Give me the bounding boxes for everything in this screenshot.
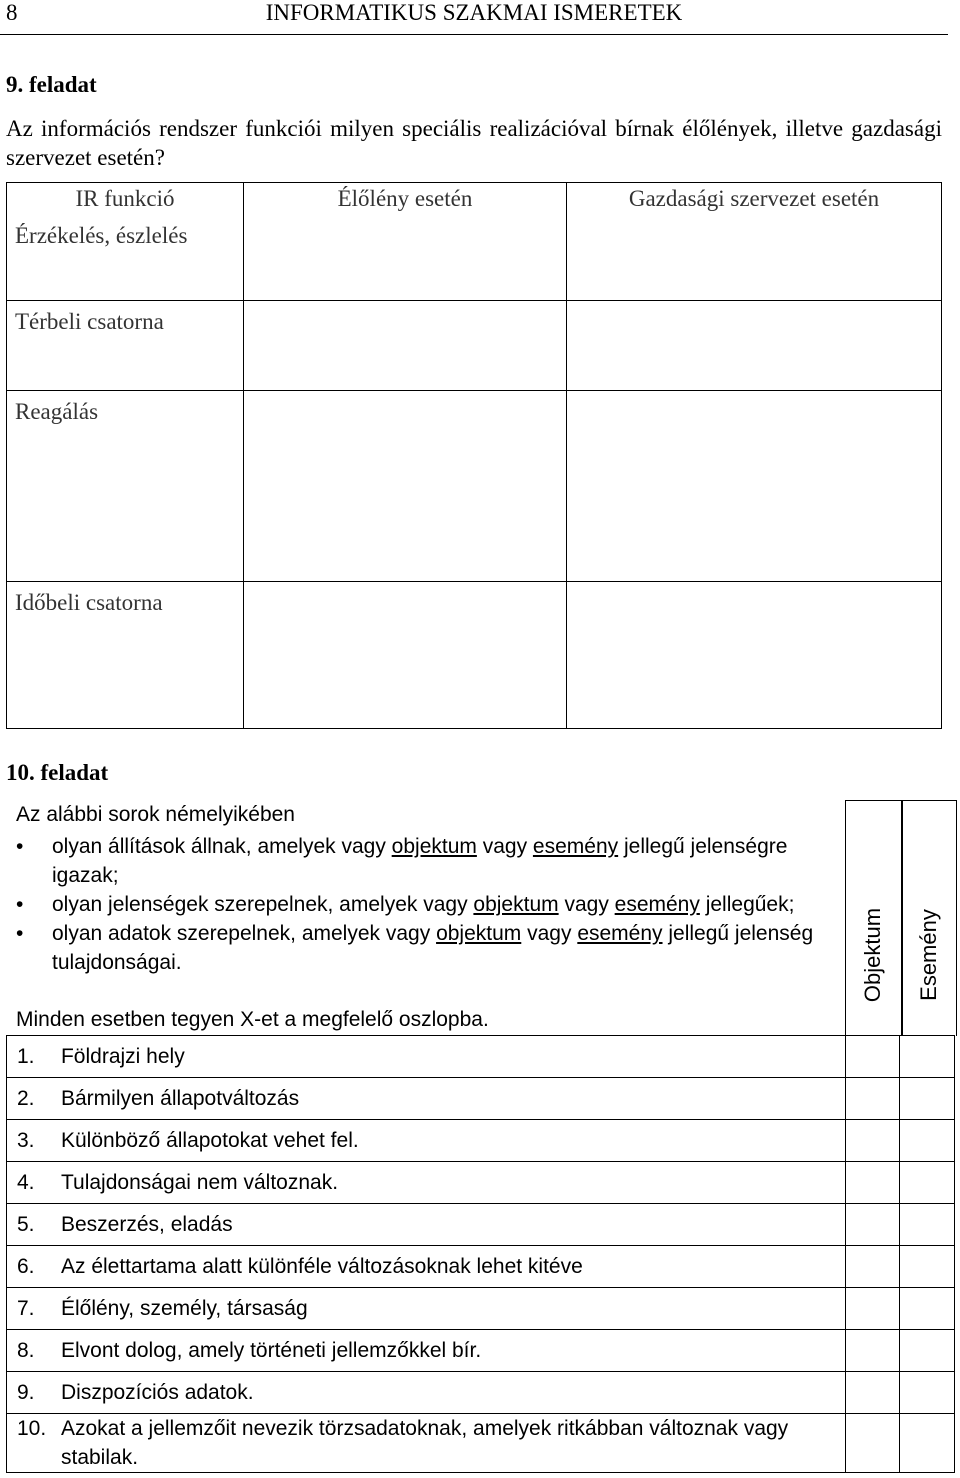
event-checkbox[interactable] [900, 1036, 955, 1078]
event-checkbox[interactable] [900, 1414, 955, 1473]
item-text: Elvont dolog, amely történeti jellemzőkkel bír. [47, 1330, 845, 1372]
object-checkbox[interactable] [845, 1078, 900, 1120]
answer-cell[interactable] [567, 582, 942, 729]
row-label-reaction: Reagálás [15, 399, 99, 424]
list-item: • olyan állítások állnak, amelyek vagy objektum vagy esemény jellegű jelenségre igazak; [16, 832, 816, 890]
list-item: • olyan adatok szerepelnek, amelyek vagy objektum vagy esemény jellegű jelenség tulajdonságai. [16, 919, 816, 977]
answer-cell[interactable] [244, 301, 567, 391]
answer-cell[interactable] [567, 215, 942, 301]
col-header-ir-function: IR funkció [7, 183, 244, 216]
event-checkbox[interactable] [900, 1330, 955, 1372]
item-number: 10. [7, 1414, 47, 1473]
col-header-economic: Gazdasági szervezet esetén [567, 183, 942, 216]
task10-bullets [16, 832, 816, 977]
table-row [7, 1120, 955, 1162]
answer-cell[interactable] [244, 391, 567, 582]
table-row [7, 1078, 955, 1120]
item-text: Tulajdonságai nem változnak. [47, 1162, 845, 1204]
object-checkbox[interactable] [845, 1036, 900, 1078]
event-checkbox[interactable] [900, 1120, 955, 1162]
column-header-box [845, 800, 957, 1036]
item-number: 8. [7, 1330, 47, 1372]
event-checkbox[interactable] [900, 1246, 955, 1288]
row-label-sensing: Érzékelés, észlelés [15, 223, 188, 248]
col-header-object: Objektum [860, 907, 886, 1003]
col-header-living: Élőlény esetén [244, 183, 567, 216]
page-number: 8 [6, 0, 18, 25]
table-row [7, 1246, 955, 1288]
task10-instruction: Minden esetben tegyen X-et a megfelelő oszlopba. [16, 1008, 489, 1031]
item-text: Különböző állapotokat vehet fel. [47, 1120, 845, 1162]
table-row [7, 1372, 955, 1414]
item-number: 1. [7, 1036, 47, 1078]
item-text: Földrajzi hely [47, 1036, 845, 1078]
table-row [7, 1330, 955, 1372]
row-label-spatial-channel: Térbeli csatorna [15, 309, 164, 334]
table-row [7, 1036, 955, 1078]
task10-heading: 10. feladat [6, 760, 109, 785]
task10-intro: Az alábbi sorok némelyikében [16, 803, 295, 826]
page-title: INFORMATIKUS SZAKMAI ISMERETEK [265, 0, 683, 25]
answer-cell[interactable] [244, 582, 567, 729]
table-row [7, 1414, 955, 1473]
item-text: Élőlény, személy, társaság [47, 1288, 845, 1330]
col-header-event: Esemény [915, 909, 941, 1001]
bullet-icon: • [16, 835, 24, 858]
object-checkbox[interactable] [845, 1372, 900, 1414]
item-number: 2. [7, 1078, 47, 1120]
bullet-icon: • [16, 922, 24, 945]
object-checkbox[interactable] [845, 1162, 900, 1204]
item-number: 6. [7, 1246, 47, 1288]
task9-heading: 9. feladat [6, 72, 97, 97]
object-checkbox[interactable] [845, 1414, 900, 1473]
answer-cell[interactable] [567, 301, 942, 391]
table-row [7, 1288, 955, 1330]
table-row [7, 1162, 955, 1204]
task10-table [6, 1035, 955, 1473]
item-text: Diszpozíciós adatok. [47, 1372, 845, 1414]
item-text: Beszerzés, eladás [47, 1204, 845, 1246]
item-text: Bármilyen állapotváltozás [47, 1078, 845, 1120]
item-number: 3. [7, 1120, 47, 1162]
bullet-icon: • [16, 893, 24, 916]
page-header [0, 0, 948, 35]
event-checkbox[interactable] [900, 1078, 955, 1120]
table-row [7, 1204, 955, 1246]
event-checkbox[interactable] [900, 1162, 955, 1204]
item-text: Az élettartama alatt különféle változásoknak lehet kitéve [47, 1246, 845, 1288]
item-number: 5. [7, 1204, 47, 1246]
object-checkbox[interactable] [845, 1120, 900, 1162]
object-checkbox[interactable] [845, 1330, 900, 1372]
item-text: Azokat a jellemzőit nevezik törzsadatoknak, amelyek ritkábban változnak vagy stabilak. [47, 1414, 845, 1473]
object-checkbox[interactable] [845, 1288, 900, 1330]
event-checkbox[interactable] [900, 1288, 955, 1330]
object-checkbox[interactable] [845, 1246, 900, 1288]
task9-question: Az információs rendszer funkciói milyen speciális realizációval bírnak élőlények, illetve gazdasági szervezet esetén? [6, 116, 942, 170]
item-number: 4. [7, 1162, 47, 1204]
event-checkbox[interactable] [900, 1372, 955, 1414]
item-number: 7. [7, 1288, 47, 1330]
object-checkbox[interactable] [845, 1204, 900, 1246]
list-item: • olyan jelenségek szerepelnek, amelyek vagy objektum vagy esemény jellegűek; [16, 890, 816, 919]
answer-cell[interactable] [244, 215, 567, 301]
task9-table [6, 182, 942, 729]
answer-cell[interactable] [567, 391, 942, 582]
event-checkbox[interactable] [900, 1204, 955, 1246]
row-label-temporal-channel: Időbeli csatorna [15, 590, 163, 615]
item-number: 9. [7, 1372, 47, 1414]
